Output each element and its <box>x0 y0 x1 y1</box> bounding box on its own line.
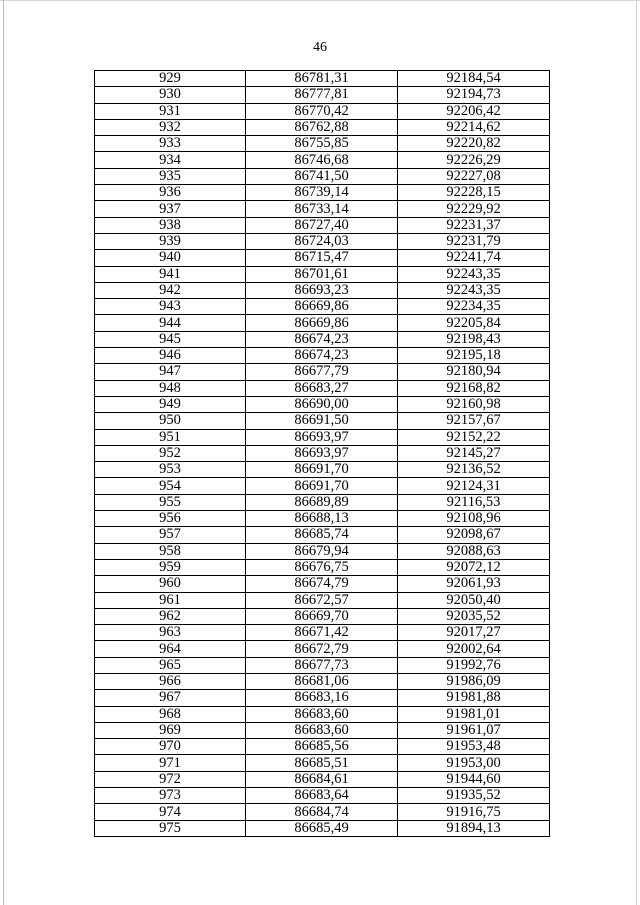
table-row <box>95 168 550 184</box>
point-number-cell: 952 <box>95 445 246 461</box>
point-number-cell: 975 <box>95 820 246 836</box>
table-row <box>95 788 550 804</box>
x-coordinate-cell: 86677,79 <box>246 364 398 380</box>
point-number-cell: 930 <box>95 87 246 103</box>
y-coordinate-cell: 92157,67 <box>398 413 550 429</box>
x-coordinate-cell: 86683,64 <box>246 788 398 804</box>
x-coordinate-cell: 86727,40 <box>246 217 398 233</box>
x-coordinate-cell: 86739,14 <box>246 185 398 201</box>
x-coordinate-cell: 86669,86 <box>246 299 398 315</box>
x-coordinate-cell: 86701,61 <box>246 266 398 282</box>
table-row <box>95 608 550 624</box>
y-coordinate-cell: 92243,35 <box>398 266 550 282</box>
x-coordinate-cell: 86691,70 <box>246 478 398 494</box>
point-number-cell: 944 <box>95 315 246 331</box>
table-row <box>95 152 550 168</box>
table-row <box>95 625 550 641</box>
point-number-cell: 931 <box>95 103 246 119</box>
table-row <box>95 592 550 608</box>
y-coordinate-cell: 92234,35 <box>398 299 550 315</box>
point-number-cell: 971 <box>95 755 246 771</box>
y-coordinate-cell: 91944,60 <box>398 771 550 787</box>
y-coordinate-cell: 92214,62 <box>398 119 550 135</box>
x-coordinate-cell: 86684,61 <box>246 771 398 787</box>
table-row <box>95 348 550 364</box>
point-number-cell: 935 <box>95 168 246 184</box>
x-coordinate-cell: 86669,70 <box>246 608 398 624</box>
x-coordinate-cell: 86677,73 <box>246 657 398 673</box>
point-number-cell: 945 <box>95 331 246 347</box>
y-coordinate-cell: 92195,18 <box>398 348 550 364</box>
point-number-cell: 934 <box>95 152 246 168</box>
table-row <box>95 559 550 575</box>
y-coordinate-cell: 92231,37 <box>398 217 550 233</box>
x-coordinate-cell: 86693,23 <box>246 282 398 298</box>
table-row <box>95 364 550 380</box>
y-coordinate-cell: 92160,98 <box>398 396 550 412</box>
y-coordinate-cell: 92184,54 <box>398 71 550 87</box>
y-coordinate-cell: 92017,27 <box>398 625 550 641</box>
y-coordinate-cell: 91986,09 <box>398 673 550 689</box>
table-row <box>95 511 550 527</box>
page-number: 46 <box>313 40 327 55</box>
table-row <box>95 429 550 445</box>
point-number-cell: 949 <box>95 396 246 412</box>
y-coordinate-cell: 92098,67 <box>398 527 550 543</box>
y-coordinate-cell: 92227,08 <box>398 168 550 184</box>
y-coordinate-cell: 91953,00 <box>398 755 550 771</box>
table-row <box>95 527 550 543</box>
point-number-cell: 964 <box>95 641 246 657</box>
x-coordinate-cell: 86724,03 <box>246 233 398 249</box>
x-coordinate-cell: 86674,79 <box>246 576 398 592</box>
point-number-cell: 959 <box>95 559 246 575</box>
y-coordinate-cell: 92168,82 <box>398 380 550 396</box>
x-coordinate-cell: 86762,88 <box>246 119 398 135</box>
y-coordinate-cell: 92229,92 <box>398 201 550 217</box>
table-row <box>95 250 550 266</box>
page-edge-right <box>636 0 637 905</box>
x-coordinate-cell: 86733,14 <box>246 201 398 217</box>
x-coordinate-cell: 86684,74 <box>246 804 398 820</box>
point-number-cell: 938 <box>95 217 246 233</box>
table-row <box>95 722 550 738</box>
point-number-cell: 963 <box>95 625 246 641</box>
y-coordinate-cell: 92206,42 <box>398 103 550 119</box>
table-row <box>95 103 550 119</box>
page-edge-left <box>3 0 4 905</box>
table-row <box>95 233 550 249</box>
table-row <box>95 315 550 331</box>
x-coordinate-cell: 86770,42 <box>246 103 398 119</box>
x-coordinate-cell: 86679,94 <box>246 543 398 559</box>
table-row <box>95 657 550 673</box>
x-coordinate-cell: 86689,89 <box>246 494 398 510</box>
coordinates-table-body <box>95 71 550 837</box>
point-number-cell: 967 <box>95 690 246 706</box>
x-coordinate-cell: 86685,51 <box>246 755 398 771</box>
point-number-cell: 966 <box>95 673 246 689</box>
table-row <box>95 706 550 722</box>
point-number-cell: 943 <box>95 299 246 315</box>
x-coordinate-cell: 86755,85 <box>246 136 398 152</box>
x-coordinate-cell: 86672,79 <box>246 641 398 657</box>
y-coordinate-cell: 91935,52 <box>398 788 550 804</box>
table-row <box>95 87 550 103</box>
point-number-cell: 948 <box>95 380 246 396</box>
y-coordinate-cell: 92088,63 <box>398 543 550 559</box>
table-row <box>95 494 550 510</box>
point-number-cell: 951 <box>95 429 246 445</box>
x-coordinate-cell: 86691,50 <box>246 413 398 429</box>
point-number-cell: 958 <box>95 543 246 559</box>
point-number-cell: 950 <box>95 413 246 429</box>
point-number-cell: 972 <box>95 771 246 787</box>
x-coordinate-cell: 86693,97 <box>246 429 398 445</box>
y-coordinate-cell: 92220,82 <box>398 136 550 152</box>
point-number-cell: 932 <box>95 119 246 135</box>
y-coordinate-cell: 92002,64 <box>398 641 550 657</box>
x-coordinate-cell: 86669,86 <box>246 315 398 331</box>
x-coordinate-cell: 86685,49 <box>246 820 398 836</box>
point-number-cell: 929 <box>95 71 246 87</box>
table-row <box>95 543 550 559</box>
y-coordinate-cell: 92228,15 <box>398 185 550 201</box>
point-number-cell: 954 <box>95 478 246 494</box>
point-number-cell: 957 <box>95 527 246 543</box>
y-coordinate-cell: 92072,12 <box>398 559 550 575</box>
x-coordinate-cell: 86777,81 <box>246 87 398 103</box>
point-number-cell: 939 <box>95 233 246 249</box>
table-row <box>95 804 550 820</box>
point-number-cell: 969 <box>95 722 246 738</box>
y-coordinate-cell: 92124,31 <box>398 478 550 494</box>
table-row <box>95 576 550 592</box>
x-coordinate-cell: 86674,23 <box>246 348 398 364</box>
point-number-cell: 973 <box>95 788 246 804</box>
y-coordinate-cell: 92226,29 <box>398 152 550 168</box>
point-number-cell: 947 <box>95 364 246 380</box>
table-row <box>95 331 550 347</box>
y-coordinate-cell: 92231,79 <box>398 233 550 249</box>
y-coordinate-cell: 91992,76 <box>398 657 550 673</box>
table-row <box>95 136 550 152</box>
page-edge-top <box>0 0 640 1</box>
point-number-cell: 953 <box>95 462 246 478</box>
point-number-cell: 940 <box>95 250 246 266</box>
y-coordinate-cell: 92241,74 <box>398 250 550 266</box>
point-number-cell: 961 <box>95 592 246 608</box>
x-coordinate-cell: 86681,06 <box>246 673 398 689</box>
table-row <box>95 217 550 233</box>
x-coordinate-cell: 86688,13 <box>246 511 398 527</box>
x-coordinate-cell: 86683,60 <box>246 706 398 722</box>
x-coordinate-cell: 86676,75 <box>246 559 398 575</box>
y-coordinate-cell: 92198,43 <box>398 331 550 347</box>
point-number-cell: 956 <box>95 511 246 527</box>
table-row <box>95 641 550 657</box>
y-coordinate-cell: 91916,75 <box>398 804 550 820</box>
table-row <box>95 739 550 755</box>
x-coordinate-cell: 86691,70 <box>246 462 398 478</box>
table-row <box>95 690 550 706</box>
table-row <box>95 71 550 87</box>
y-coordinate-cell: 92061,93 <box>398 576 550 592</box>
table-row <box>95 462 550 478</box>
point-number-cell: 955 <box>95 494 246 510</box>
x-coordinate-cell: 86685,74 <box>246 527 398 543</box>
table-row <box>95 299 550 315</box>
table-row <box>95 266 550 282</box>
point-number-cell: 937 <box>95 201 246 217</box>
point-number-cell: 974 <box>95 804 246 820</box>
table-row <box>95 380 550 396</box>
point-number-cell: 968 <box>95 706 246 722</box>
y-coordinate-cell: 92243,35 <box>398 282 550 298</box>
coordinates-table <box>94 70 550 837</box>
table-row <box>95 119 550 135</box>
y-coordinate-cell: 92108,96 <box>398 511 550 527</box>
table-row <box>95 396 550 412</box>
x-coordinate-cell: 86781,31 <box>246 71 398 87</box>
y-coordinate-cell: 92116,53 <box>398 494 550 510</box>
table-row <box>95 185 550 201</box>
point-number-cell: 936 <box>95 185 246 201</box>
table-row <box>95 282 550 298</box>
y-coordinate-cell: 92180,94 <box>398 364 550 380</box>
point-number-cell: 933 <box>95 136 246 152</box>
table-row <box>95 771 550 787</box>
x-coordinate-cell: 86683,60 <box>246 722 398 738</box>
y-coordinate-cell: 91981,01 <box>398 706 550 722</box>
point-number-cell: 942 <box>95 282 246 298</box>
y-coordinate-cell: 91981,88 <box>398 690 550 706</box>
x-coordinate-cell: 86715,47 <box>246 250 398 266</box>
point-number-cell: 970 <box>95 739 246 755</box>
point-number-cell: 946 <box>95 348 246 364</box>
x-coordinate-cell: 86746,68 <box>246 152 398 168</box>
table-row <box>95 820 550 836</box>
point-number-cell: 960 <box>95 576 246 592</box>
point-number-cell: 965 <box>95 657 246 673</box>
x-coordinate-cell: 86690,00 <box>246 396 398 412</box>
x-coordinate-cell: 86683,27 <box>246 380 398 396</box>
y-coordinate-cell: 92194,73 <box>398 87 550 103</box>
table-row <box>95 201 550 217</box>
x-coordinate-cell: 86674,23 <box>246 331 398 347</box>
y-coordinate-cell: 92050,40 <box>398 592 550 608</box>
table-row <box>95 755 550 771</box>
x-coordinate-cell: 86671,42 <box>246 625 398 641</box>
x-coordinate-cell: 86685,56 <box>246 739 398 755</box>
point-number-cell: 941 <box>95 266 246 282</box>
y-coordinate-cell: 91894,13 <box>398 820 550 836</box>
table-row <box>95 445 550 461</box>
table-row <box>95 478 550 494</box>
y-coordinate-cell: 91953,48 <box>398 739 550 755</box>
y-coordinate-cell: 92145,27 <box>398 445 550 461</box>
x-coordinate-cell: 86672,57 <box>246 592 398 608</box>
x-coordinate-cell: 86683,16 <box>246 690 398 706</box>
table-row <box>95 673 550 689</box>
x-coordinate-cell: 86741,50 <box>246 168 398 184</box>
table-row <box>95 413 550 429</box>
y-coordinate-cell: 92152,22 <box>398 429 550 445</box>
y-coordinate-cell: 92035,52 <box>398 608 550 624</box>
x-coordinate-cell: 86693,97 <box>246 445 398 461</box>
y-coordinate-cell: 91961,07 <box>398 722 550 738</box>
point-number-cell: 962 <box>95 608 246 624</box>
y-coordinate-cell: 92136,52 <box>398 462 550 478</box>
y-coordinate-cell: 92205,84 <box>398 315 550 331</box>
